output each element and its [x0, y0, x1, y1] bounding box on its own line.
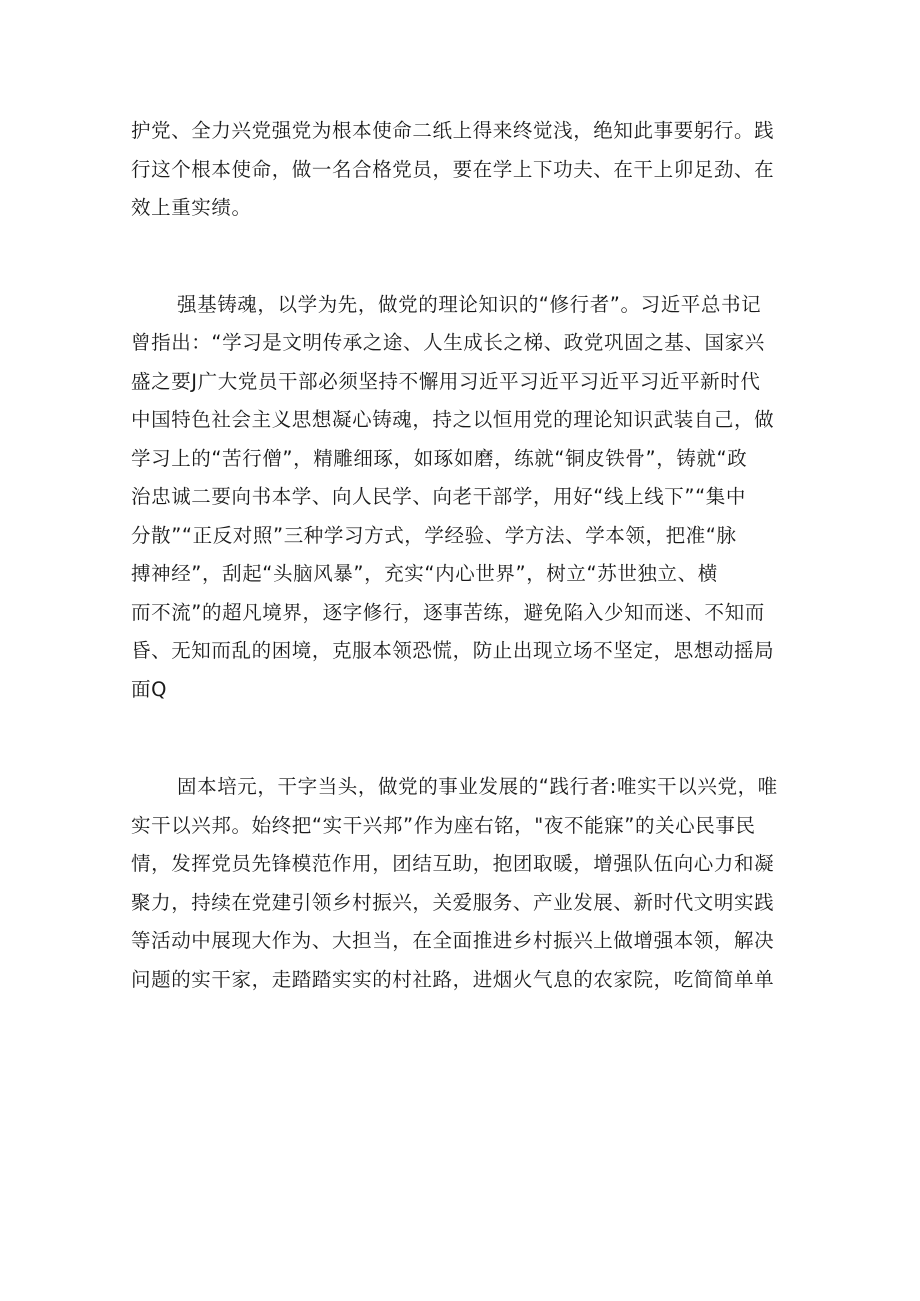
text-line: 问题的实干家，走踏踏实实的村社路，进烟火气息的农家院，吃简简单单 — [131, 968, 775, 991]
text-line: 曾指出：“学习是文明传承之途、人生成长之梯、政党巩固之基、国家兴 — [131, 331, 765, 354]
text-line: 聚力，持续在党建引领乡村振兴，关爱服务、产业发展、新时代文明实践 — [131, 891, 775, 914]
text-line: 等活动中展现大作为、大担当，在全面推进乡村振兴上做增强本领，解决 — [131, 929, 775, 952]
text-line: 护党、全力兴党强党为根本使命二纸上得来终觉浅，绝知此事要躬行。践 — [131, 119, 775, 142]
text-line: 固本培元，干字当头，做党的事业发展的“践行者:唯实干以兴党，唯 — [177, 775, 778, 798]
text-line: 强基铸魂，以学为先，做党的理论知识的“修行者”。习近平总书记 — [177, 293, 762, 316]
text-line: 学习上的“苦行僧”，精雕细琢，如琢如磨，练就“铜皮铁骨”，铸就“政 — [131, 447, 748, 470]
text-line: 盛之要J广大党员干部必须坚持不懈用习近平习近平习近平习近平新时代 — [131, 370, 761, 393]
text-line: 面Q — [131, 678, 168, 701]
text-line: 中国特色社会主义思想凝心铸魂，持之以恒用党的理论知识武装自己，做 — [131, 408, 775, 431]
text-line: 实干以兴邦。始终把“实干兴邦”作为座右铭，"夜不能寐”的关心民事民 — [131, 814, 756, 837]
text-line: 昏、无知而乱的困境，克服本领恐慌，防止出现立场不坚定，思想动摇局 — [131, 639, 775, 662]
text-line: 而不流”的超凡境界，逐字修行，逐事苦练，避免陷入少知而迷、不知而 — [131, 601, 765, 624]
text-line: 搏神经”，刮起“头脑风暴”，充实“内心世界”，树立“苏世独立、横 — [131, 562, 718, 585]
text-line: 行这个根本使命，做一名合格党员，要在学上下功夫、在干上卯足劲、在 — [131, 158, 775, 181]
text-line: 情，发挥党员先锋模范作用，团结互助，抱团取暖，增强队伍向心力和凝 — [131, 852, 775, 875]
text-line: 治忠诚二要向书本学、向人民学、向老干部学，用好“线上线下”“集中 — [131, 485, 747, 508]
text-line: 效上重实绩。 — [131, 196, 252, 219]
text-line: 分散”“正反对照”三种学习方式，学经验、学方法、学本领，把准“脉 — [131, 524, 737, 547]
